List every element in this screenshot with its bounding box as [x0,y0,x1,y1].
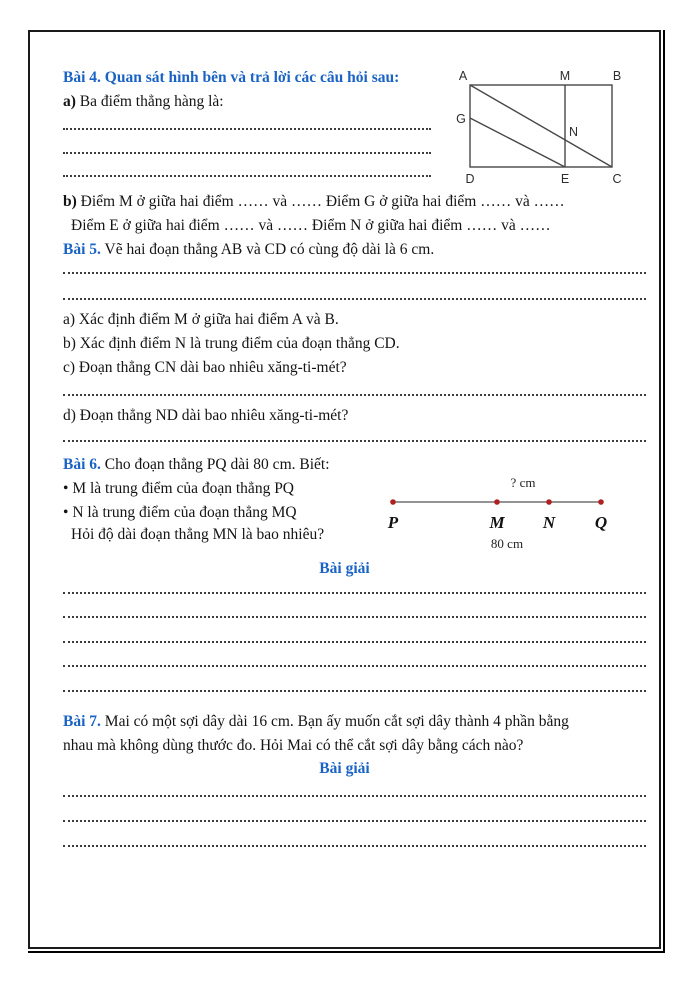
exercise5-title-text: Vẽ hai đoạn thẳng AB và CD có cùng độ dài là 6 cm. [100,241,435,258]
exercise4-part-b-text1: Điểm M ở giữa hai điểm …… và …… Điểm G ở giữa hai điểm …… và …… [76,193,565,210]
exercise5-item-b: b) Xác định điểm N là trung điểm của đoạn thẳng CD. [63,335,400,352]
exercise6-bullet1 [63,479,294,499]
point-label-N: N [569,125,579,139]
exercise6-bullet2 [63,503,297,523]
point-label-B: B [612,69,622,83]
dotted-writing-line [63,825,646,847]
dotted-writing-line [63,278,646,300]
dotted-writing-line [63,596,646,618]
exercise5-item-c: c) Đoạn thẳng CN dài bao nhiêu xăng-ti-mét? [63,359,347,376]
exercise6-title-text: Cho đoạn thẳng PQ dài 80 cm. Biết: [100,456,330,473]
exercise6-question: Hỏi độ dài đoạn thẳng MN là bao nhiêu? [71,526,325,543]
measure-label-bottom: 80 cm [490,536,524,551]
exercise4-title: Bài 4. Quan sát hình bên và trả lời các câu hỏi sau: [63,69,400,86]
dotted-writing-line [63,800,646,822]
exercise5-item-a: a) Xác định điểm M ở giữa hai điểm A và B. [63,311,339,328]
exercise6-solution-heading: Bài giải [319,560,370,577]
point-label-M: M [559,69,571,83]
exercise6-bullet1-text: M là trung điểm của đoạn thẳng PQ [68,480,295,497]
dotted-writing-line [63,155,431,177]
exercise6-title [63,455,330,475]
dotted-writing-line [63,645,646,667]
exercise5-item-d: d) Đoạn thẳng ND dài bao nhiêu xăng-ti-mét? [63,407,349,424]
bullet-icon: • [63,504,69,521]
dotted-writing-line [63,775,646,797]
point-label-M: M [489,513,505,532]
dotted-writing-line [63,670,646,692]
point-label-A: A [458,69,468,83]
exercise4-part-b-line2: Điểm E ở giữa hai điểm …… và …… Điểm N ở giữa hai điểm …… và …… [71,217,551,234]
point-label-E: E [560,172,570,186]
exercise7-text1: Mai có một sợi dây dài 16 cm. Bạn ấy muốn cắt sợi dây thành 4 phần bằng [100,713,569,730]
exercise7-label: Bài 7. [63,713,101,730]
point-label-G: G [456,112,466,126]
exercise7-line2: nhau mà không dùng thước đo. Hỏi Mai có thể cắt sợi dây bằng cách nào? [63,737,524,754]
point-label-Q: Q [594,513,608,532]
dotted-writing-line [63,108,431,130]
exercise6-bullet2-text: N là trung điểm của đoạn thẳng MQ [68,504,297,521]
exercise7-solution-heading: Bài giải [319,760,370,777]
exercise4-part-a-prefix: a) [63,93,76,110]
point-label-N: N [542,513,556,532]
exercise5-label: Bài 5. [63,241,101,258]
exercise4-part-b-prefix: b) [63,193,77,210]
dotted-writing-line [63,420,646,442]
dotted-writing-line [63,374,646,396]
point-label-D: D [465,172,475,186]
exercise4-part-b-line1 [63,192,565,212]
exercise7-line1 [63,712,569,732]
point-label-C: C [612,172,622,186]
dotted-writing-line [63,252,646,274]
page-frame-shadow [28,30,665,953]
bullet-icon: • [63,480,69,497]
measure-label-top: ? cm [510,475,536,490]
worksheet-page [28,30,661,949]
dotted-writing-line [63,132,431,154]
geometry-figure-rectangle [450,62,640,187]
point-label-P: P [387,513,399,532]
segment-figure-pq [370,472,620,552]
exercise4-part-a-text: Ba điểm thẳng hàng là: [75,93,224,110]
exercise6-label: Bài 6. [63,456,101,473]
rectangle-lines [470,85,612,167]
dotted-writing-line [63,621,646,643]
dotted-writing-line [63,572,646,594]
